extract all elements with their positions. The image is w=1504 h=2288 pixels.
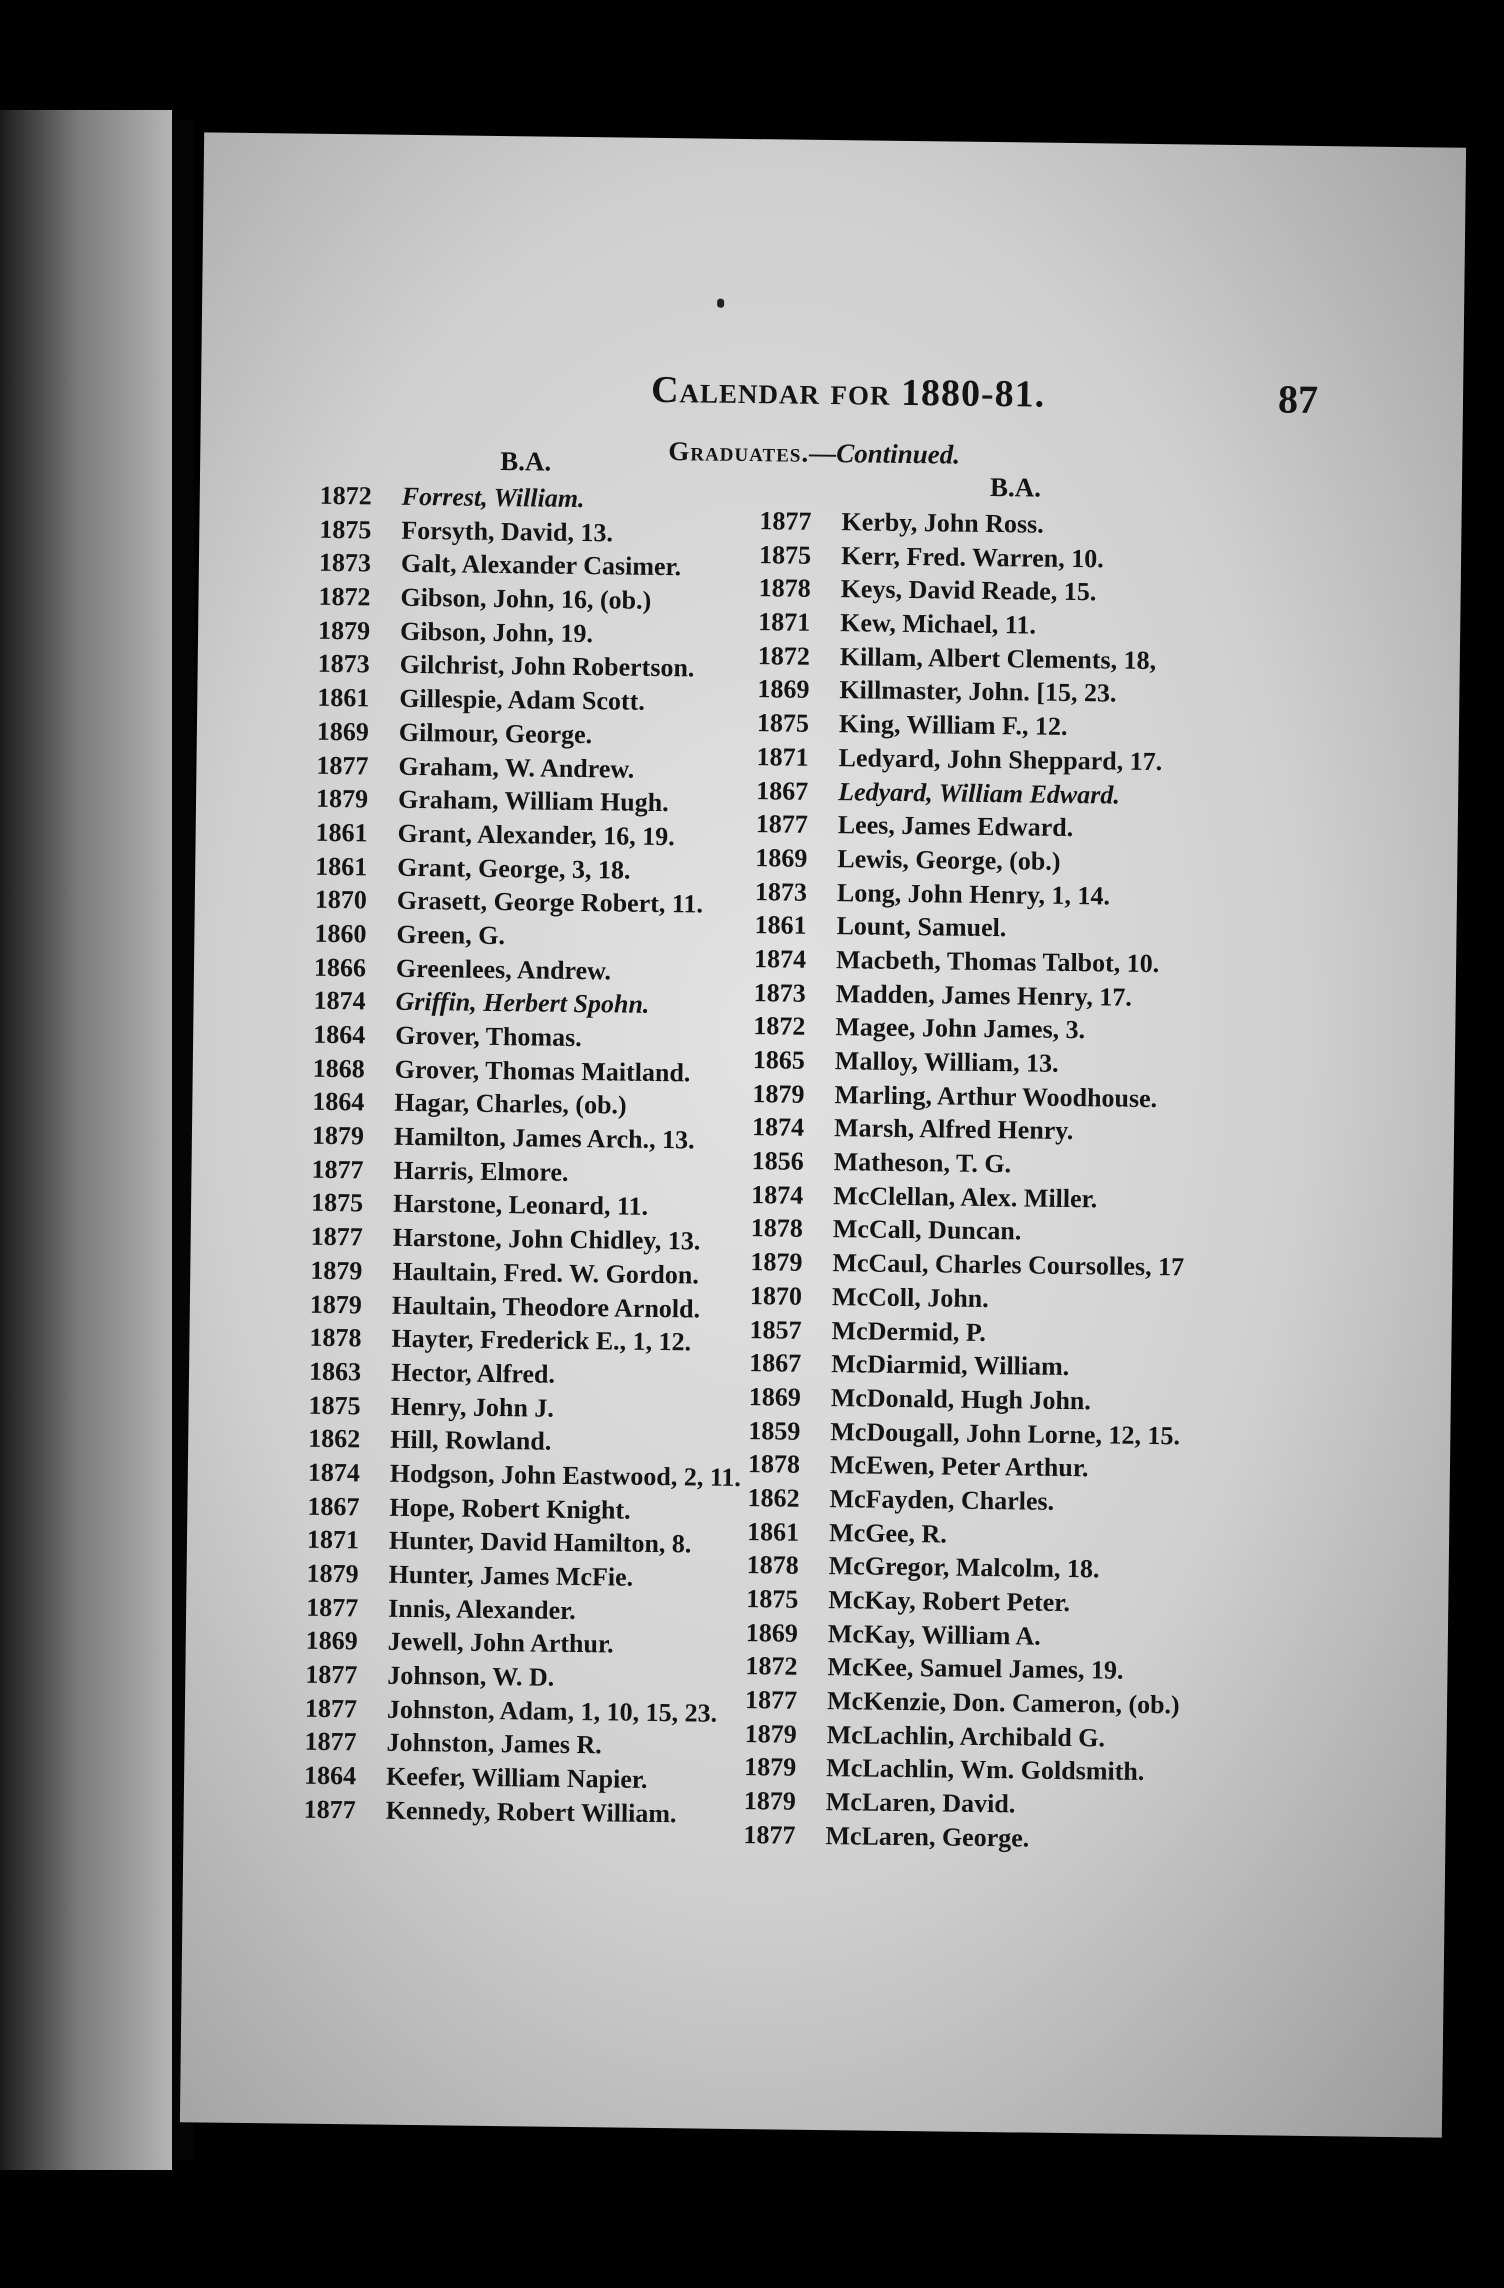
list-item — [308, 1458, 778, 1497]
facing-page-edge — [0, 110, 172, 2170]
graduate-name: Hector, Alfred. — [390, 1357, 556, 1389]
list-item — [306, 1626, 776, 1665]
graduation-year: 1877 — [305, 1659, 358, 1690]
graduation-year: 1864 — [312, 1087, 365, 1117]
graduation-year: 1863 — [308, 1356, 362, 1387]
graduate-name: Matheson, T. G. — [833, 1147, 1012, 1179]
list-item — [306, 1592, 776, 1631]
list-item — [317, 649, 787, 688]
graduate-name: Hill, Rowland. — [390, 1424, 552, 1456]
graduation-year: 1873 — [317, 649, 370, 679]
graduate-name: King, William F., 12. — [838, 709, 1068, 742]
graduation-year: 1872 — [757, 640, 811, 671]
graduation-year: 1861 — [315, 817, 368, 848]
page-number: 87 — [1277, 376, 1319, 422]
graduate-name: Hayter, Frederick E., 1, 12. — [391, 1323, 692, 1357]
graduation-year: 1877 — [744, 1685, 798, 1715]
graduation-year: 1879 — [311, 1120, 365, 1151]
graduation-year: 1865 — [752, 1045, 806, 1075]
list-item — [320, 481, 790, 520]
graduation-year: 1871 — [756, 741, 809, 772]
graduation-year: 1871 — [758, 607, 811, 637]
graduate-name: Harstone, John Chidley, 13. — [392, 1222, 701, 1256]
graduate-name: Macbeth, Thomas Talbot, 10. — [835, 945, 1160, 979]
graduate-name: McLaren, George. — [825, 1820, 1030, 1853]
graduate-name: McClellan, Alex. Miller. — [833, 1180, 1098, 1214]
graduation-year: 1875 — [310, 1188, 364, 1218]
graduation-year: 1877 — [316, 750, 369, 780]
page-header — [201, 362, 1464, 427]
graduate-name: Innis, Alexander. — [388, 1593, 576, 1625]
graduate-name: Kennedy, Robert William. — [385, 1795, 677, 1829]
graduation-year: 1878 — [309, 1322, 362, 1353]
list-item — [307, 1525, 777, 1564]
list-item — [311, 1188, 781, 1227]
graduate-name: Killmaster, John. [15, 23. — [839, 675, 1117, 708]
graduation-year: 1879 — [752, 1078, 805, 1109]
right-column — [743, 449, 1260, 1860]
graduation-year: 1862 — [747, 1483, 800, 1513]
graduate-name: Grover, Thomas. — [395, 1020, 582, 1053]
graduate-name: Long, John Henry, 1, 14. — [836, 877, 1111, 911]
graduation-year: 1873 — [318, 548, 372, 578]
graduation-year: 1877 — [743, 1819, 796, 1850]
graduate-name: McKay, William A. — [827, 1618, 1041, 1651]
graduation-year: 1870 — [749, 1280, 803, 1311]
graduate-name: Keefer, William Napier. — [385, 1761, 648, 1795]
graduation-year: 1872 — [753, 1011, 806, 1042]
list-item — [315, 851, 785, 890]
list-item — [319, 514, 789, 553]
ink-speck — [717, 299, 724, 308]
graduate-name: Hodgson, John Eastwood, 2, 11. — [389, 1458, 742, 1492]
graduate-name: McLaren, David. — [825, 1787, 1016, 1819]
graduate-name: Ledyard, William Edward. — [838, 776, 1121, 810]
list-item — [319, 548, 789, 587]
graduation-year: 1878 — [747, 1449, 801, 1479]
graduate-name: Keys, David Reade, 15. — [840, 574, 1097, 607]
graduate-name: McKenzie, Don. Cameron, (ob.) — [826, 1686, 1180, 1720]
graduate-name: Marsh, Alfred Henry. — [833, 1113, 1074, 1146]
list-item — [743, 1820, 1243, 1860]
graduate-name: Jewell, John Arthur. — [387, 1627, 614, 1659]
list-item — [316, 750, 786, 789]
graduate-name: Marling, Arthur Woodhouse. — [834, 1079, 1158, 1113]
list-item — [307, 1491, 777, 1530]
entry-list — [303, 481, 789, 1834]
graduation-year: 1860 — [314, 918, 367, 949]
graduate-name: Graham, W. Andrew. — [398, 751, 635, 784]
graduate-name: Graham, William Hugh. — [397, 784, 669, 818]
graduation-year: 1879 — [306, 1558, 359, 1589]
column-heading: B.A. — [989, 471, 1042, 503]
list-item — [310, 1222, 780, 1261]
graduation-year: 1870 — [314, 885, 368, 915]
graduation-year: 1875 — [308, 1390, 361, 1420]
graduate-name: Kerr, Fred. Warren, 10. — [840, 540, 1104, 574]
list-item — [314, 919, 784, 958]
list-item — [316, 784, 786, 823]
list-item — [306, 1559, 776, 1598]
graduate-name: McCall, Duncan. — [832, 1214, 1022, 1246]
graduation-year: 1877 — [303, 1794, 356, 1825]
graduation-year: 1866 — [313, 952, 367, 983]
graduation-year: 1879 — [744, 1752, 797, 1783]
graduation-year: 1874 — [313, 986, 366, 1016]
graduation-year: 1867 — [307, 1491, 360, 1521]
graduation-year: 1859 — [748, 1415, 801, 1446]
graduation-year: 1869 — [316, 716, 370, 747]
graduate-name: Gibson, John, 19. — [399, 616, 594, 648]
graduation-year: 1879 — [315, 783, 369, 814]
graduate-name: McLachlin, Wm. Goldsmith. — [826, 1753, 1145, 1787]
graduate-name: McEwen, Peter Arthur. — [829, 1450, 1089, 1483]
graduate-name: Lees, James Edward. — [837, 810, 1074, 843]
graduate-name: Johnston, James R. — [386, 1728, 602, 1760]
graduation-year: 1869 — [745, 1617, 799, 1648]
graduate-name: McDonald, Hugh John. — [830, 1382, 1092, 1416]
graduation-year: 1877 — [304, 1727, 357, 1757]
graduate-name: McKee, Samuel James, 19. — [827, 1652, 1124, 1686]
graduation-year: 1877 — [755, 809, 808, 839]
graduate-name: McColl, John. — [831, 1281, 989, 1313]
graduation-year: 1864 — [313, 1019, 366, 1050]
graduation-year: 1868 — [312, 1053, 365, 1084]
list-item — [318, 616, 788, 655]
graduation-year: 1869 — [305, 1626, 358, 1656]
list-item — [308, 1424, 778, 1463]
graduate-name: Hope, Robert Knight. — [389, 1492, 631, 1525]
graduation-year: 1879 — [743, 1786, 797, 1816]
list-item — [311, 1155, 781, 1194]
graduate-name: Madden, James Henry, 17. — [835, 978, 1132, 1012]
list-item — [308, 1390, 778, 1429]
list-item — [305, 1693, 775, 1732]
list-item — [317, 717, 787, 756]
list-item — [303, 1795, 773, 1834]
graduation-year: 1879 — [310, 1255, 363, 1286]
graduate-name: Hamilton, James Arch., 13. — [393, 1121, 695, 1155]
graduation-year: 1874 — [307, 1457, 361, 1488]
graduate-name: McGee, R. — [828, 1517, 947, 1549]
graduation-year: 1879 — [750, 1247, 803, 1277]
entry-list — [743, 506, 1259, 1860]
graduation-year: 1857 — [749, 1314, 802, 1345]
graduation-year: 1875 — [319, 514, 372, 545]
graduate-name: Hunter, David Hamilton, 8. — [388, 1526, 692, 1559]
graduation-year: 1872 — [318, 581, 371, 612]
graduation-year: 1878 — [758, 573, 811, 604]
list-item — [313, 986, 783, 1025]
graduate-name: McDiarmid, William. — [831, 1349, 1070, 1382]
graduation-year: 1877 — [310, 1221, 363, 1252]
graduate-name: Gillespie, Adam Scott. — [399, 683, 646, 716]
graduation-year: 1874 — [751, 1112, 805, 1143]
graduation-year: 1856 — [751, 1146, 804, 1176]
list-item — [318, 582, 788, 621]
graduation-year: 1878 — [750, 1213, 804, 1244]
graduation-year: 1879 — [309, 1289, 363, 1319]
graduation-year: 1877 — [306, 1592, 359, 1623]
graduate-name: Hagar, Charles, (ob.) — [394, 1088, 627, 1120]
graduate-name: Gilmour, George. — [398, 717, 593, 749]
list-item — [317, 683, 787, 722]
graduation-year: 1861 — [754, 910, 807, 941]
graduation-year: 1878 — [746, 1550, 799, 1581]
graduate-name: Ledyard, John Sheppard, 17. — [838, 742, 1163, 776]
graduate-name: Killam, Albert Clements, 18, — [839, 641, 1157, 675]
graduate-name: Lount, Samuel. — [836, 911, 1007, 943]
graduation-year: 1879 — [317, 615, 371, 646]
list-item — [310, 1256, 780, 1295]
graduate-name: McDermid, P. — [831, 1315, 987, 1347]
graduate-name: Galt, Alexander Casimer. — [400, 549, 682, 582]
graduation-year: 1879 — [744, 1718, 797, 1749]
graduate-name: Gibson, John, 16, (ob.) — [400, 582, 652, 615]
graduation-year: 1874 — [753, 944, 807, 974]
graduation-year: 1862 — [308, 1423, 361, 1454]
graduate-name: Forsyth, David, 13. — [401, 515, 614, 548]
graduation-year: 1874 — [751, 1179, 804, 1210]
book-page — [180, 132, 1466, 2137]
graduate-name: Malloy, William, 13. — [834, 1046, 1059, 1078]
graduate-name: Kerby, John Ross. — [841, 507, 1044, 539]
graduation-year: 1869 — [748, 1381, 801, 1412]
graduate-name: Haultain, Fred. W. Gordon. — [392, 1256, 699, 1290]
section-title: Graduates. — [668, 436, 810, 468]
graduation-year: 1877 — [311, 1154, 364, 1185]
graduate-name: Magee, John James, 3. — [835, 1012, 1086, 1045]
graduate-name: Grover, Thomas Maitland. — [394, 1054, 691, 1088]
list-item — [315, 818, 785, 857]
list-item — [304, 1727, 774, 1766]
list-item — [312, 1087, 782, 1126]
graduate-name: Grant, Alexander, 16, 19. — [397, 818, 675, 852]
graduate-name: Harris, Elmore. — [393, 1155, 569, 1187]
list-item — [309, 1357, 779, 1396]
graduation-year: 1873 — [753, 977, 806, 1008]
graduate-name: Forrest, William. — [401, 481, 585, 514]
section-continued: —Continued. — [809, 437, 961, 470]
column-heading: B.A. — [500, 446, 552, 477]
graduation-year: 1869 — [755, 843, 808, 873]
graduation-year: 1875 — [758, 539, 812, 570]
graduate-name: McFayden, Charles. — [829, 1484, 1055, 1516]
list-item — [312, 1121, 782, 1160]
list-item — [314, 952, 784, 991]
graduation-year: 1875 — [756, 708, 810, 738]
graduate-name: Hunter, James McFie. — [388, 1559, 634, 1592]
graduate-name: Grant, George, 3, 18. — [397, 852, 631, 885]
graduate-name: Lewis, George, (ob.) — [837, 844, 1061, 876]
graduation-year: 1864 — [303, 1760, 357, 1791]
graduate-name: McCaul, Charles Coursolles, 17 — [832, 1248, 1185, 1282]
graduate-name: McGregor, Malcolm, 18. — [828, 1551, 1100, 1584]
graduation-year: 1872 — [319, 480, 372, 511]
list-item — [313, 1053, 783, 1092]
graduate-name: Kew, Michael, 11. — [840, 608, 1037, 640]
list-item — [313, 1020, 783, 1059]
graduation-year: 1872 — [745, 1651, 798, 1682]
graduation-year: 1877 — [304, 1693, 358, 1724]
graduation-year: 1877 — [759, 506, 812, 536]
graduation-year: 1873 — [754, 876, 808, 907]
graduate-name: McDougall, John Lorne, 12, 15. — [830, 1416, 1181, 1450]
list-item — [315, 885, 785, 924]
graduate-name: Johnston, Adam, 1, 10, 15, 23. — [386, 1694, 718, 1728]
graduation-year: 1861 — [317, 682, 370, 713]
graduate-name: McKay, Robert Peter. — [828, 1585, 1071, 1618]
list-item — [305, 1660, 775, 1699]
graduate-name: Gilchrist, John Robertson. — [399, 650, 695, 683]
graduation-year: 1867 — [749, 1348, 802, 1378]
running-title: Calendar for 1880-81. — [650, 368, 1046, 416]
list-item — [309, 1323, 779, 1362]
graduate-name: Greenlees, Andrew. — [395, 953, 612, 986]
graduate-name: Henry, John J. — [390, 1391, 555, 1423]
graduate-name: Johnson, W. D. — [387, 1660, 555, 1692]
graduate-name: McLachlin, Archibald G. — [826, 1719, 1106, 1753]
graduation-year: 1861 — [315, 851, 368, 881]
left-column — [303, 444, 790, 1834]
graduation-year: 1861 — [746, 1516, 800, 1547]
graduation-year: 1871 — [306, 1525, 360, 1555]
graduate-name: Grasett, George Robert, 11. — [396, 886, 704, 919]
list-item — [310, 1289, 780, 1328]
graduation-year: 1867 — [756, 775, 809, 806]
graduate-name: Green, G. — [396, 919, 506, 951]
graduation-year: 1869 — [757, 674, 810, 705]
graduation-year: 1875 — [746, 1584, 799, 1614]
graduate-name: Harstone, Leonard, 11. — [392, 1189, 649, 1222]
list-item — [304, 1761, 774, 1800]
graduate-name: Griffin, Herbert Spohn. — [395, 987, 650, 1020]
graduate-name: Haultain, Theodore Arnold. — [391, 1290, 701, 1324]
